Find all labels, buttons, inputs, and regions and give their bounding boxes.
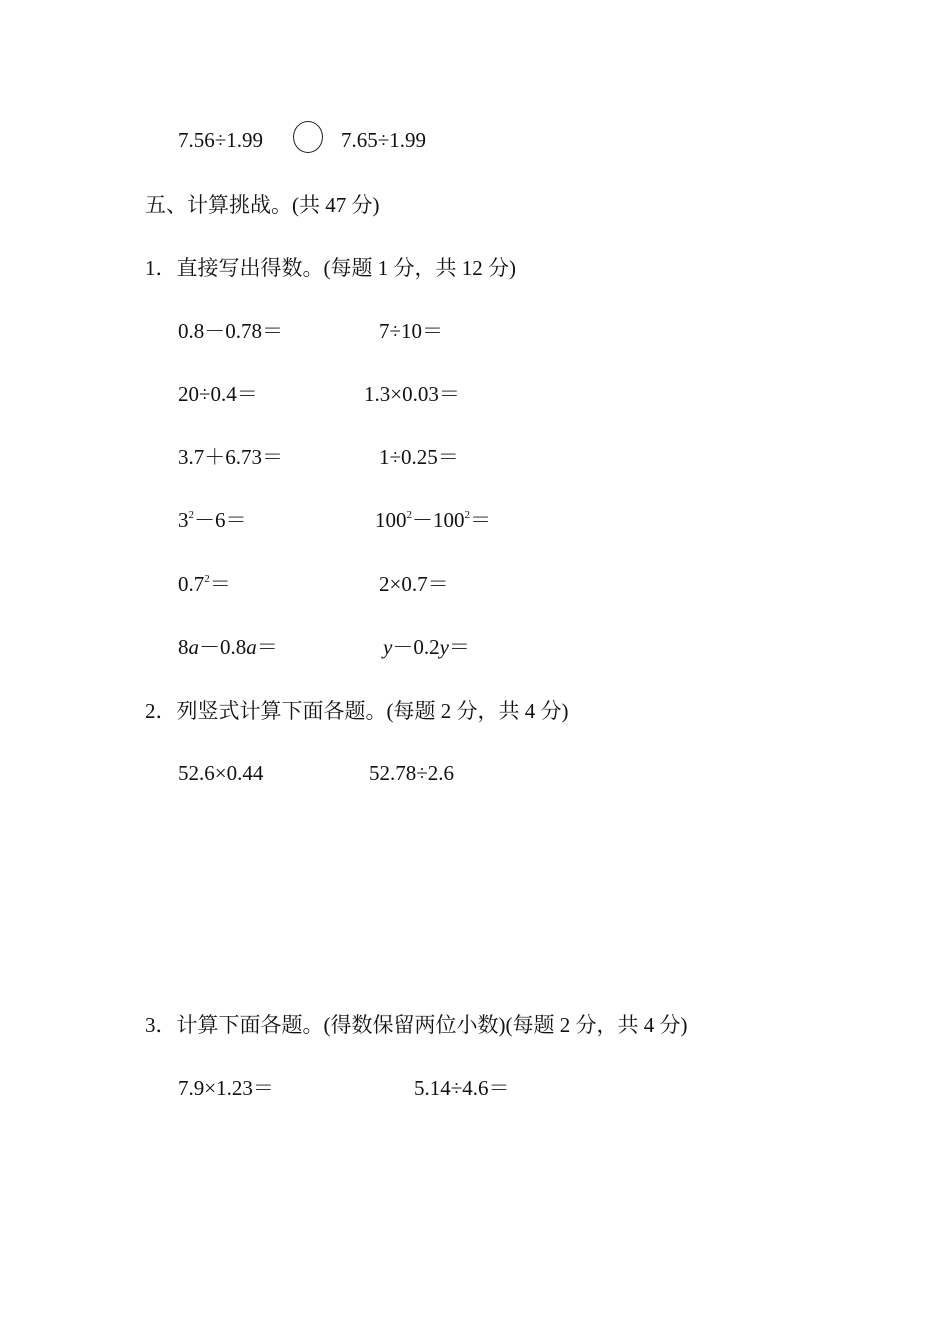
exponent: 2 [464,509,470,521]
exponent: 2 [188,509,194,521]
variable: a [246,635,257,659]
q1-problem: 0.8－0.78＝ [178,319,283,343]
expression-mid: －100 [412,508,465,532]
q1-problem: 7÷10＝ [379,319,444,343]
q1-problem: 1.3×0.03＝ [364,382,460,406]
q3-problem: 5.14÷4.6＝ [414,1076,510,1100]
base: 3 [178,508,189,532]
section-heading: 五、计算挑战。(共 47 分) [145,193,380,217]
variable: y [383,635,393,659]
expression-mid: －0.8 [199,635,247,659]
equals: ＝ [448,635,470,659]
q1-problem [375,508,491,532]
q1-problem [178,508,247,532]
coefficient: 8 [178,635,189,659]
q1-problem: 2×0.7＝ [379,572,449,596]
exponent: 2 [406,509,412,521]
expression-rest: －6＝ [194,508,247,532]
compare-answer-circle[interactable] [293,121,323,153]
base: 0.7 [178,572,205,596]
variable: a [188,635,199,659]
question-3-heading: 3．计算下面各题。(得数保留两位小数)(每题 2 分，共 4 分) [145,1013,688,1037]
q3-problem: 7.9×1.23＝ [178,1076,274,1100]
q1-problem: 1÷0.25＝ [379,445,459,469]
q2-problem: 52.78÷2.6 [369,761,455,785]
expression-rest: ＝ [209,572,231,596]
expression-rest: ＝ [470,508,491,532]
expression-mid: －0.2 [392,635,440,659]
compare-right: 7.65÷1.99 [341,128,427,152]
base: 100 [375,508,407,532]
q1-problem [383,635,470,659]
equals: ＝ [256,635,278,659]
q2-problem: 52.6×0.44 [178,761,264,785]
q1-problem [178,572,231,596]
q1-problem: 3.7＋6.73＝ [178,445,283,469]
compare-left: 7.56÷1.99 [178,128,264,152]
q1-problem [178,635,278,659]
variable: y [439,635,449,659]
question-2-heading: 2．列竖式计算下面各题。(每题 2 分，共 4 分) [145,699,569,723]
q1-problem: 20÷0.4＝ [178,382,258,406]
exponent: 2 [204,573,210,585]
question-1-heading: 1．直接写出得数。(每题 1 分，共 12 分) [145,256,516,280]
